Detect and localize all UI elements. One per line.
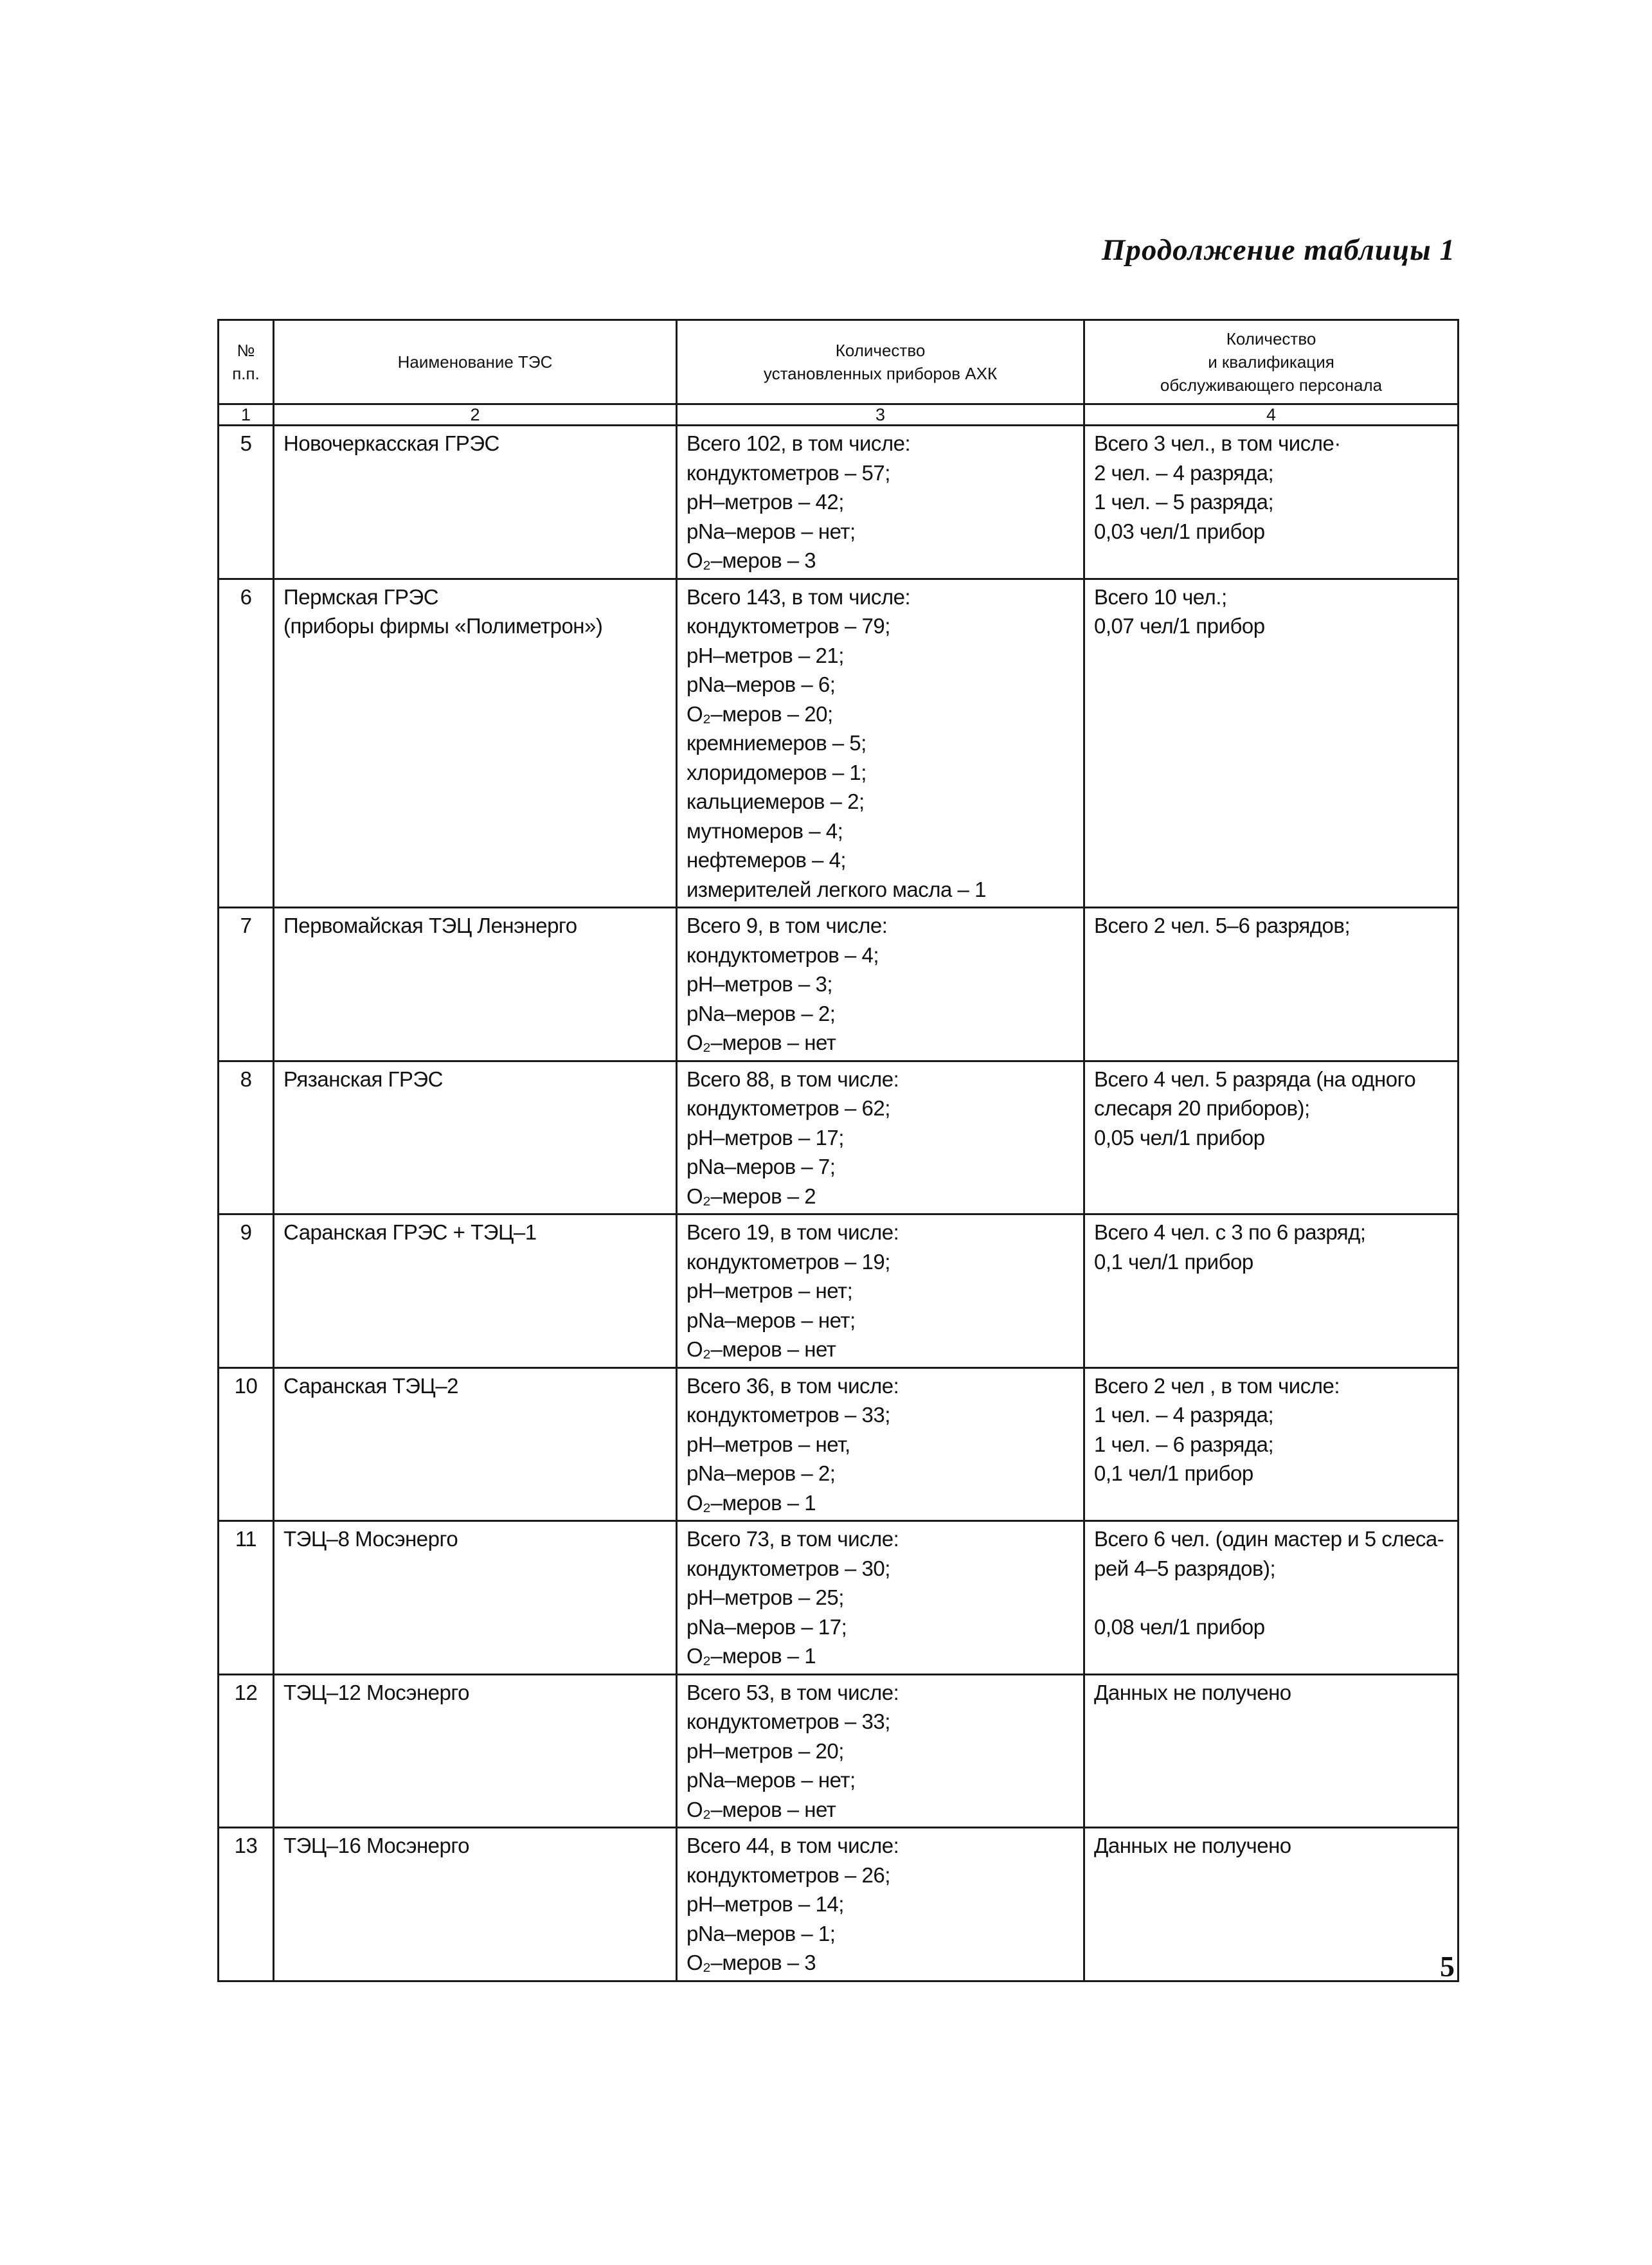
table-continuation-title: Продолжение таблицы 1 [1101, 233, 1455, 267]
staff-cell [1084, 1214, 1459, 1368]
devices-cell [677, 1674, 1084, 1828]
cell-line: pNa–меров – 2; [687, 1001, 836, 1025]
cell-line: Всего 53, в том числе: [687, 1680, 899, 1704]
cell-line: ТЭЦ–8 Мосэнерго [283, 1527, 458, 1551]
row-number: 9 [219, 1214, 274, 1368]
table-row [219, 1828, 1459, 1981]
cell-line: pNa–меров – 17; [687, 1614, 847, 1639]
cell-line: 0,08 чел/1 прибор [1094, 1614, 1265, 1639]
cell-line: O₂–меров – 1 [687, 1644, 816, 1668]
header-number [219, 320, 274, 404]
row-number: 6 [219, 579, 274, 908]
table-row [219, 1674, 1459, 1828]
devices-cell [677, 1214, 1084, 1368]
cell-line: Всего 143, в том числе: [687, 584, 911, 609]
cell-line: Всего 9, в том числе: [687, 914, 888, 937]
cell-line: Всего 4 чел. 5 разряда (на одного [1094, 1067, 1416, 1091]
header-text: обслуживающего персонала [1160, 375, 1383, 395]
table-row [219, 1367, 1459, 1521]
cell-line: pH–метров – 14; [687, 1892, 844, 1916]
tps-name-cell [274, 908, 677, 1061]
staff-cell [1084, 426, 1459, 579]
tps-name-cell [274, 426, 677, 579]
tps-name-cell [274, 1828, 677, 1981]
cell-line: pNa–меров – 7; [687, 1155, 836, 1178]
staff-cell [1084, 1061, 1459, 1214]
header-tps-name [274, 320, 677, 404]
row-number: 10 [219, 1367, 274, 1521]
column-number: 3 [677, 404, 1084, 426]
cell-line: Всего 102, в том числе: [687, 431, 911, 455]
staff-cell [1084, 1674, 1459, 1828]
equipment-table [217, 319, 1459, 1982]
header-staff [1084, 320, 1459, 404]
cell-line: кальциемеров – 2; [687, 790, 865, 813]
cell-line: 2 чел. – 4 разряда; [1094, 460, 1274, 485]
header-text: Наименование ТЭС [397, 352, 553, 372]
table-row [219, 1061, 1459, 1214]
cell-line: pH–метров – нет, [687, 1432, 850, 1456]
row-number: 12 [219, 1674, 274, 1828]
cell-line: Всего 2 чел , в том числе: [1094, 1373, 1340, 1398]
row-number: 8 [219, 1061, 274, 1214]
cell-line: O₂–меров – нет [687, 1337, 836, 1361]
cell-line: pNa–меров – нет; [687, 1308, 856, 1332]
cell-line: кондуктометров – 79; [687, 614, 890, 638]
cell-line: pNa–меров – нет; [687, 519, 856, 543]
cell-line: pNa–меров – 6; [687, 672, 836, 696]
staff-cell [1084, 1828, 1459, 1981]
cell-line: O₂–меров – нет [687, 1797, 836, 1821]
devices-cell [677, 579, 1084, 908]
devices-cell [677, 1367, 1084, 1521]
table-row [219, 426, 1459, 579]
cell-line: ТЭЦ–12 Мосэнерго [283, 1680, 470, 1704]
tps-name-cell [274, 1674, 677, 1828]
cell-line: кондуктометров – 26; [687, 1863, 890, 1887]
cell-line: O₂–меров – нет [687, 1031, 836, 1054]
cell-line: рей 4–5 разрядов); [1094, 1556, 1276, 1580]
tps-name-cell [274, 1061, 677, 1214]
cell-line: O₂–меров – 20; [687, 701, 833, 726]
table-row [219, 1214, 1459, 1368]
cell-line: слесаря 20 приборов); [1094, 1096, 1310, 1120]
cell-line: 0,03 чел/1 прибор [1094, 519, 1265, 543]
cell-line: Данных не получено [1094, 1680, 1291, 1704]
devices-cell [677, 908, 1084, 1061]
cell-line: измерителей легкого масла – 1 [687, 877, 986, 901]
cell-line: хлоридомеров – 1; [687, 760, 866, 784]
table-row [219, 908, 1459, 1061]
cell-line: нефтемеров – 4; [687, 848, 847, 872]
cell-line: кремниемеров – 5; [687, 731, 866, 755]
table-row [219, 579, 1459, 908]
cell-line: O₂–меров – 1 [687, 1490, 816, 1515]
cell-line: pH–метров – 17; [687, 1125, 844, 1150]
cell-line: O₂–меров – 2 [687, 1184, 816, 1208]
header-text: и квалификация [1208, 352, 1334, 372]
cell-line: 1 чел. – 5 разряда; [1094, 490, 1274, 514]
cell-line: pH–метров – 42; [687, 490, 844, 514]
cell-line: Саранская ТЭЦ–2 [283, 1373, 459, 1398]
cell-line: ТЭЦ–16 Мосэнерго [283, 1834, 470, 1857]
cell-line: pNa–меров – нет; [687, 1768, 856, 1792]
cell-line: Всего 73, в том числе: [687, 1527, 899, 1551]
cell-line: Всего 36, в том числе: [687, 1373, 899, 1398]
header-text: № [237, 341, 255, 360]
devices-cell [677, 1828, 1084, 1981]
cell-line: pH–метров – 20; [687, 1738, 844, 1763]
tps-name-cell [274, 579, 677, 908]
header-text: Количество [835, 341, 926, 360]
staff-cell [1084, 908, 1459, 1061]
header-text: установленных приборов АХК [763, 364, 998, 383]
cell-line: O₂–меров – 3 [687, 1951, 816, 1974]
staff-cell [1084, 579, 1459, 908]
cell-line: 0,1 чел/1 прибор [1094, 1249, 1253, 1274]
row-number: 5 [219, 426, 274, 579]
header-text: п.п. [232, 364, 260, 383]
table-row [219, 1521, 1459, 1675]
cell-line: O₂–меров – 3 [687, 548, 816, 572]
cell-line: Всего 3 чел., в том числе· [1094, 431, 1341, 455]
tps-name-cell [274, 1214, 677, 1368]
cell-line: pH–метров – 3; [687, 972, 833, 996]
cell-line: кондуктометров – 30; [687, 1556, 890, 1580]
cell-line: Всего 4 чел. с 3 по 6 разряд; [1094, 1220, 1366, 1244]
cell-line: 0,1 чел/1 прибор [1094, 1461, 1253, 1485]
cell-line: Новочеркасская ГРЭС [283, 431, 499, 455]
cell-line: кондуктометров – 62; [687, 1096, 890, 1120]
cell-line: 1 чел. – 4 разряда; [1094, 1403, 1274, 1427]
devices-cell [677, 1521, 1084, 1675]
cell-line: Саранская ГРЭС + ТЭЦ–1 [283, 1220, 537, 1244]
column-number: 2 [274, 404, 677, 426]
cell-line: (приборы фирмы «Полиметрон») [283, 614, 603, 638]
cell-line: кондуктометров – 4; [687, 943, 879, 967]
cell-line: кондуктометров – 57; [687, 460, 890, 485]
column-number: 4 [1084, 404, 1459, 426]
staff-cell [1084, 1521, 1459, 1675]
devices-cell [677, 426, 1084, 579]
table-body [219, 426, 1459, 1981]
cell-line: Всего 44, в том числе: [687, 1834, 899, 1857]
tps-name-cell [274, 1367, 677, 1521]
tps-name-cell [274, 1521, 677, 1675]
cell-line: кондуктометров – 33; [687, 1710, 890, 1733]
cell-line: Всего 2 чел. 5–6 разрядов; [1094, 914, 1351, 937]
cell-line: Пермская ГРЭС [283, 584, 439, 609]
cell-line: pH–метров – нет; [687, 1279, 853, 1303]
cell-line: Данных не получено [1094, 1834, 1291, 1857]
cell-line: 1 чел. – 6 разряда; [1094, 1432, 1274, 1456]
header-device-count [677, 320, 1084, 404]
cell-line: 0,05 чел/1 прибор [1094, 1125, 1265, 1150]
cell-line: Рязанская ГРЭС [283, 1067, 443, 1091]
cell-line: Всего 10 чел.; [1094, 584, 1227, 609]
cell-line: мутномеров – 4; [687, 818, 843, 843]
cell-line: Всего 19, в том числе: [687, 1220, 899, 1244]
cell-line: pNa–меров – 1; [687, 1921, 836, 1945]
cell-line: 0,07 чел/1 прибор [1094, 614, 1265, 638]
cell-line [1094, 1583, 1448, 1612]
row-number: 13 [219, 1828, 274, 1981]
header-text: Количество [1226, 329, 1316, 348]
cell-line: Всего 88, в том числе: [687, 1067, 899, 1091]
staff-cell [1084, 1367, 1459, 1521]
cell-line: кондуктометров – 19; [687, 1249, 890, 1274]
cell-line: pNa–меров – 2; [687, 1461, 836, 1485]
row-number: 7 [219, 908, 274, 1061]
page-number: 5 [1440, 1950, 1455, 1983]
cell-line: Первомайская ТЭЦ Ленэнерго [283, 914, 577, 937]
cell-line: кондуктометров – 33; [687, 1403, 890, 1427]
table-header-row [219, 320, 1459, 404]
cell-line: pH–метров – 25; [687, 1585, 844, 1609]
column-number-row [219, 404, 1459, 426]
cell-line: pH–метров – 21; [687, 643, 844, 667]
row-number: 11 [219, 1521, 274, 1675]
cell-line: Всего 6 чел. (один мастер и 5 слеса- [1094, 1527, 1444, 1551]
devices-cell [677, 1061, 1084, 1214]
column-number: 1 [219, 404, 274, 426]
